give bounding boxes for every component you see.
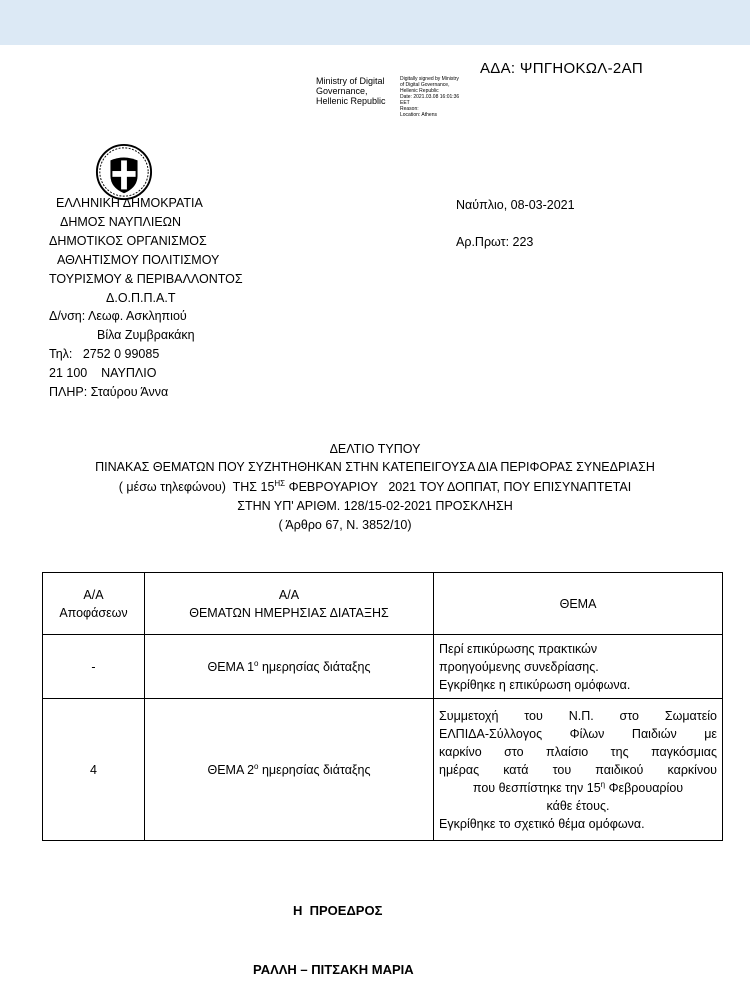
sender-contact: ΠΛΗΡ: Σταύρου Άννα [49, 385, 169, 399]
protocol-number: Αρ.Πρωτ: 223 [456, 235, 534, 249]
document-date: Ναύπλιο, 08-03-2021 [456, 198, 575, 212]
top-banner [0, 0, 750, 45]
sender-line-1: ΕΛΛΗΝΙΚΗ ΔΗΜΟΚΡΑΤΙΑ [56, 196, 203, 210]
sender-address-line-2: Βίλα Ζυμβρακάκη [97, 328, 195, 342]
header-agenda-item: Α/Α ΘΕΜΑΤΩΝ ΗΜΕΡΗΣΙΑΣ ΔΙΑΤΑΞΗΣ [145, 573, 434, 635]
sender-address-line-1: Δ/νση: Λεωφ. Ασκληπιού [49, 309, 187, 323]
signatory-name: ΡΑΛΛΗ – ΠΙΤΣΑΚΗ ΜΑΡΙΑ [253, 962, 414, 977]
hellenic-republic-emblem-icon [95, 143, 153, 201]
subject-cell: Περί επικύρωσης πρακτικών προηγούμενης συνεδρίασης. Εγκρίθηκε η επικύρωση ομόφωνα. [434, 635, 723, 699]
table-header-row [43, 573, 723, 635]
table-row [43, 635, 723, 699]
header-decision-number: Α/Α Αποφάσεων [43, 573, 145, 635]
digital-signature-name: Ministry of Digital Governance, Hellenic Republic [316, 76, 386, 106]
title-line-2: ΠΙΝΑΚΑΣ ΘΕΜΑΤΩΝ ΠΟΥ ΣΥΖΗΤΗΘΗΚΑΝ ΣΤΗΝ ΚΑΤΕΠΕΙΓΟΥΣΑ ΔΙΑ ΠΕΡΙΦΟΡΑΣ ΣΥΝΕΔΡΙΑΣΗ [95, 460, 655, 474]
sender-postcode: 21 100 ΝΑΥΠΛΙΟ [49, 366, 157, 380]
sender-line-3: ΔΗΜΟΤΙΚΟΣ ΟΡΓΑΝΙΣΜΟΣ [49, 234, 207, 248]
subject-cell: Συμμετοχή του Ν.Π. στο Σωματείο ΕΛΠΙΔΑ-Σύλλογος Φίλων Παιδιών με καρκίνο στο πλαίσιο της παγκόσμιας ημέρας κατά του παιδικού καρκίνου που θεσπίστηκε την $15^\eta$ Φεβρουαρίου κάθε έτους. Εγκρίθηκε το σχετικό θέμα ομόφωνα. [434, 699, 723, 841]
title-line-4: ΣΤΗΝ ΥΠ' ΑΡΙΘΜ. 128/15-02-2021 ΠΡΟΣΚΛΗΣΗ [237, 499, 513, 513]
table-row [43, 699, 723, 841]
agenda-item: ΘΕΜΑ $1^o$ ημερησίας διάταξης [145, 635, 434, 699]
digital-signature-details: Digitally signed by Ministry of Digital Governance, Hellenic Republic Date: 2021.03.08 16:01:36 EET Reason: Location: Athens [400, 76, 460, 118]
header-subject: ΘΕΜΑ [434, 573, 723, 635]
decision-number: - [43, 635, 145, 699]
ada-code: ΑΔΑ: ΨΠΓΗΟΚΩΛ-2ΑΠ [480, 60, 644, 77]
sender-line-5: ΤΟΥΡΙΣΜΟΥ & ΠΕΡΙΒΑΛΛΟΝΤΟΣ [49, 272, 243, 286]
decision-number: 4 [43, 699, 145, 841]
sender-line-4: ΑΘΛΗΤΙΣΜΟΥ ΠΟΛΙΤΙΣΜΟΥ [57, 253, 220, 267]
agenda-table [42, 572, 723, 841]
title-line-5: ( Άρθρο 67, Ν. 3852/10) [278, 518, 412, 532]
sender-line-6: Δ.Ο.Π.Π.Α.Τ [106, 291, 176, 305]
sender-phone: Τηλ: 2752 0 99085 [49, 347, 160, 361]
sender-line-2: ΔΗΜΟΣ ΝΑΥΠΛΙΕΩΝ [60, 215, 182, 229]
title-line-3: ( μέσω τηλεφώνου) ΤΗΣ $15^{H\Sigma}$ ΦΕΒΡΟΥΑΡΙΟΥ 2021 ΤΟΥ ΔΟΠΠΑΤ, ΠΟΥ ΕΠΙΣΥΝΑΠΤΕΤΑΙ [118, 478, 632, 494]
signatory-role: Η ΠΡΟΕΔΡΟΣ [293, 903, 383, 918]
title-press-release: ΔΕΛΤΙΟ ΤΥΠΟΥ [329, 442, 421, 456]
agenda-item: ΘΕΜΑ $2^o$ ημερησίας διάταξης [145, 699, 434, 841]
